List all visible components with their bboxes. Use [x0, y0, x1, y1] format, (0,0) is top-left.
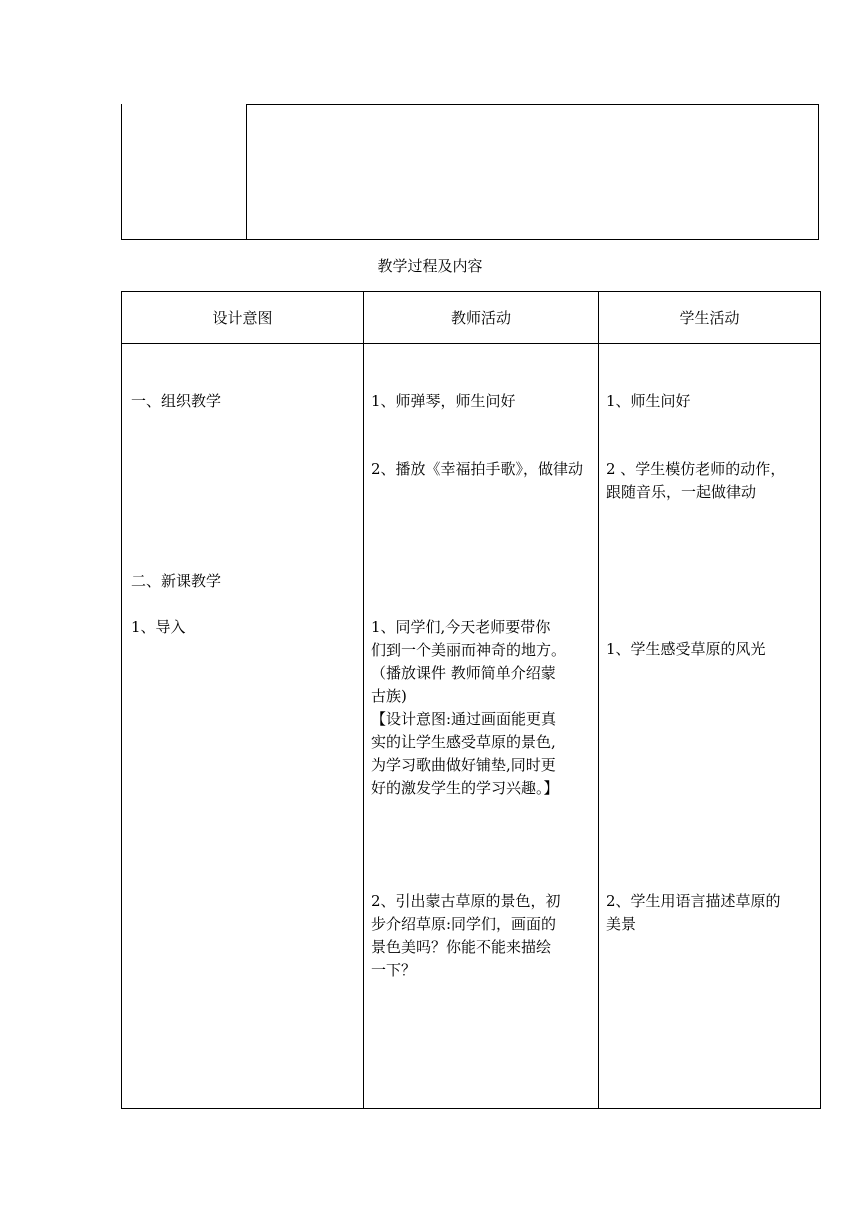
text-line: 1、同学们,今天老师要带你: [371, 618, 551, 636]
text-line: 为学习歌曲做好铺垫,同时更: [371, 756, 556, 774]
teacher-step-2: 2、播放《幸福拍手歌》，做律动: [371, 460, 584, 478]
text-line: 2、学生用语言描述草原的: [606, 892, 781, 910]
text-line: （播放课件 教师简单介绍蒙: [371, 664, 556, 682]
student-step-2: [606, 458, 818, 504]
student-intro-step-2: [606, 890, 818, 936]
student-step-1: 1、师生问好: [606, 392, 691, 410]
text-line: 跟随音乐，一起做律动: [606, 483, 757, 501]
table-row: [122, 344, 821, 1109]
text-line: 景色美吗？你能不能来描绘: [371, 938, 552, 956]
text-line: 【设计意图:通过画面能更真: [371, 710, 557, 728]
text-line: 2、引出蒙古草原的景色，初: [371, 892, 561, 910]
text-line: 古族): [371, 687, 407, 705]
teacher-intro-step-2: [371, 890, 593, 982]
text-line: 们到一个美丽而神奇的地方。: [371, 641, 567, 659]
header-design-intent: 设计意图: [122, 292, 364, 344]
table-divider: [246, 104, 247, 240]
header-student-activity: 学生活动: [599, 292, 821, 344]
section-heading: 教学过程及内容: [377, 257, 483, 275]
student-intro-step-1: 1、学生感受草原的风光: [606, 640, 766, 658]
text-line: 2 、学生模仿老师的动作，: [606, 460, 786, 478]
text-line: 实的让学生感受草原的景色,: [371, 733, 556, 751]
teacher-activity-cell: [364, 344, 599, 1109]
section-organize-teaching: 一、组织教学: [131, 392, 222, 410]
section-introduction: 1、导入: [131, 618, 186, 636]
text-line: 步介绍草原:同学们，画面的: [371, 915, 557, 933]
student-activity-cell: [599, 344, 821, 1109]
design-intent-cell: [122, 344, 364, 1109]
table-top-border: [246, 104, 819, 105]
teaching-process-table: [121, 291, 821, 1109]
text-line: 一下？: [371, 961, 417, 979]
section-new-lesson: 二、新课教学: [131, 572, 222, 590]
table-border-left: [121, 104, 122, 240]
text-line: 好的激发学生的学习兴趣。】: [371, 779, 559, 797]
text-line: 美景: [606, 915, 637, 933]
table-header-row: [122, 292, 821, 344]
table-border-right: [818, 104, 819, 240]
teacher-step-1: 1、师弹琴，师生问好: [371, 392, 516, 410]
header-teacher-activity: 教师活动: [364, 292, 599, 344]
table-bottom-border: [121, 239, 819, 240]
previous-table-fragment: [121, 104, 819, 240]
teacher-intro-step-1: [371, 616, 593, 800]
